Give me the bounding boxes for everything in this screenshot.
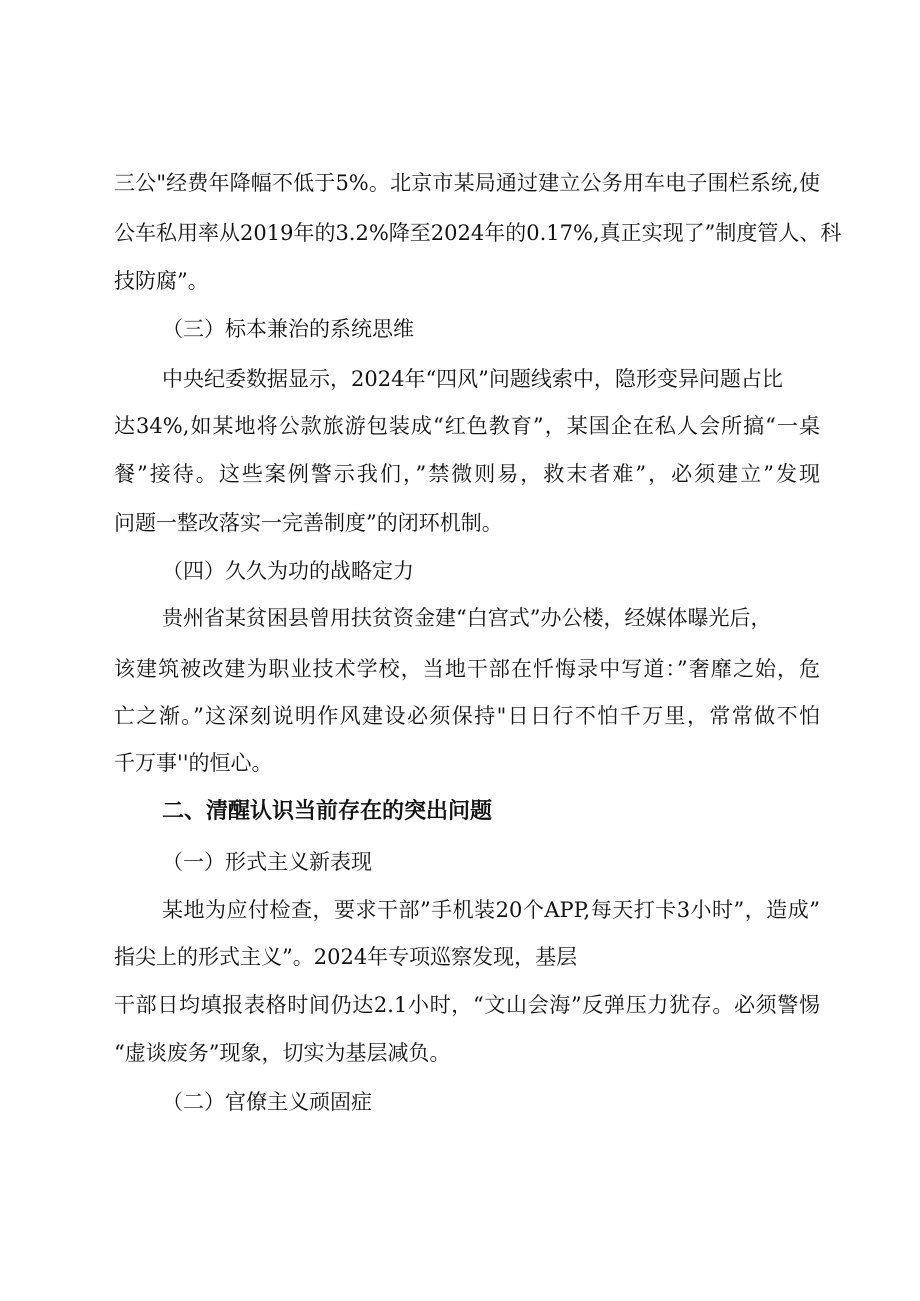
paragraph-line: 问题一整改落实一完善制度”的闭环机制。 xyxy=(114,511,503,535)
paragraph-line: 干部日均填报表格时间仍达2.1小时，“文山会海”反弹压力犹存。必须警惕 xyxy=(114,993,820,1017)
paragraph-line: 该建筑被改建为职业技术学校，当地干部在忏悔录中写道：”奢靡之始，危 xyxy=(114,657,820,681)
subsection-heading: （二）官僚主义顽固症 xyxy=(162,1090,372,1114)
subsection-heading: （四）久久为功的战略定力 xyxy=(162,559,414,583)
subsection-heading: （一）形式主义新表现 xyxy=(162,850,372,874)
subsection-heading: （三）标本兼治的系统思维 xyxy=(162,317,414,341)
paragraph-line: 中央纪委数据显示，2024年“四风”问题线索中，隐形变异问题占比 xyxy=(162,367,783,391)
paragraph-line: 某地为应付检查，要求干部”手机装20个APP,每天打卡3小时”，造成” xyxy=(162,898,820,922)
paragraph-line: “虚谈废务”现象，切实为基层减负。 xyxy=(114,1041,451,1065)
paragraph-line: 餐”接待。这些案例警示我们，”禁微则易，救末者难”，必须建立”发现 xyxy=(114,462,820,486)
paragraph-line: 三公"经费年降幅不低于5%。北京市某局通过建立公务用车电子围栏系统,使 xyxy=(114,171,820,195)
paragraph-line: 技防腐”。 xyxy=(114,269,209,293)
paragraph-line: 亡之渐。”这深刻说明作风建设必须保持"日日行不怕千万里，常常做不怕 xyxy=(114,704,820,728)
paragraph-line: 贵州省某贫困县曾用扶贫资金建“白宫式”办公楼，经媒体曝光后， xyxy=(162,606,772,630)
section-heading: 二、清醒认识当前存在的突出问题 xyxy=(162,799,493,824)
paragraph-line: 指尖上的形式主义”。2024年专项巡察发现，基层 xyxy=(114,945,578,969)
paragraph-line: 公车私用率从2019年的3.2%降至2024年的0.17%,真正实现了”制度管人、科 xyxy=(114,221,842,245)
paragraph-line: 达34%,如某地将公款旅游包装成“红色教育”，某国企在私人会所搞“一桌 xyxy=(114,414,820,438)
paragraph-line: 千万事''的恒心。 xyxy=(114,751,273,775)
